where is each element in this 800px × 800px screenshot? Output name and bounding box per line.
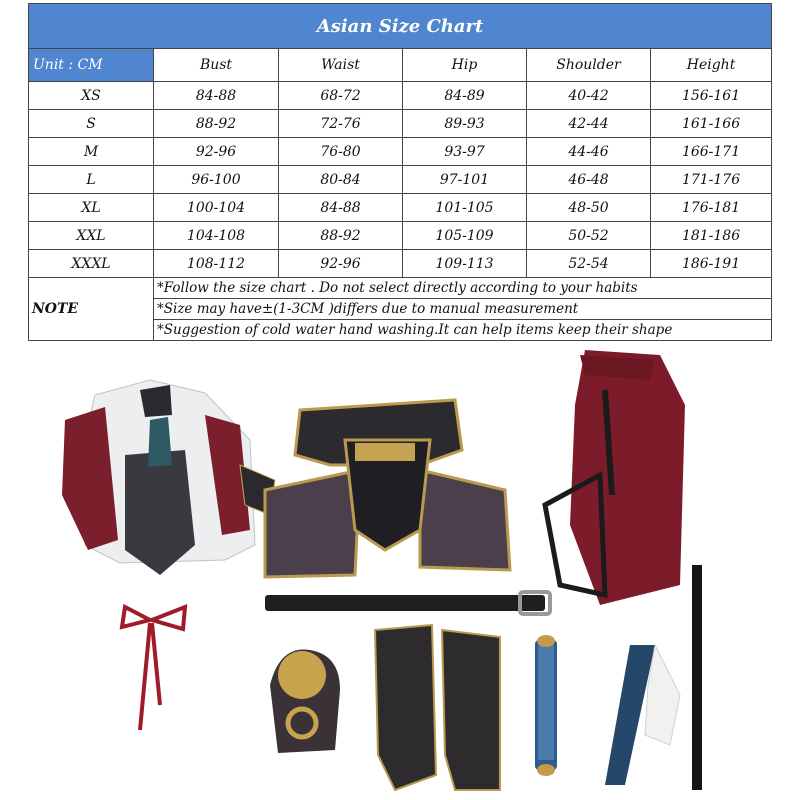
table-cell: 88-92: [279, 222, 403, 250]
table-cell: 97-101: [403, 166, 527, 194]
table-cell: 68-72: [279, 82, 403, 110]
size-label: M: [29, 138, 154, 166]
size-label: XXXL: [29, 250, 154, 278]
table-cell: 171-176: [651, 166, 772, 194]
column-header-bust: Bust: [154, 49, 279, 82]
size-chart: [28, 3, 771, 341]
black-strap: [692, 565, 702, 790]
size-label: XXL: [29, 222, 154, 250]
table-cell: 84-88: [154, 82, 279, 110]
table-cell: 76-80: [279, 138, 403, 166]
ribbon-bow: [122, 607, 185, 730]
table-cell: 108-112: [154, 250, 279, 278]
harness-cape: [265, 400, 510, 577]
white-jacket: [62, 380, 275, 575]
column-header-height: Height: [651, 49, 772, 82]
table-cell: 80-84: [279, 166, 403, 194]
table-row: [29, 110, 772, 138]
table-row: [29, 222, 772, 250]
size-label: XL: [29, 194, 154, 222]
table-row: [29, 138, 772, 166]
table-cell: 88-92: [154, 110, 279, 138]
table-cell: 92-96: [279, 250, 403, 278]
table-cell: 52-54: [527, 250, 651, 278]
table-cell: 109-113: [403, 250, 527, 278]
table-cell: 46-48: [527, 166, 651, 194]
table-row: [29, 166, 772, 194]
note-line: *Suggestion of cold water hand washing.It can help items keep their shape: [154, 320, 772, 341]
table-row: [29, 82, 772, 110]
column-header-hip: Hip: [403, 49, 527, 82]
column-header-waist: Waist: [279, 49, 403, 82]
size-label: L: [29, 166, 154, 194]
note-label: NOTE: [29, 278, 154, 341]
table-cell: 176-181: [651, 194, 772, 222]
table-cell: 84-88: [279, 194, 403, 222]
belt: [265, 592, 550, 614]
table-cell: 93-97: [403, 138, 527, 166]
tassel-strap: [605, 645, 680, 785]
table-cell: 42-44: [527, 110, 651, 138]
note-line: *Size may have±(1-3CM )differs due to manual measurement: [154, 299, 772, 320]
table-cell: 156-161: [651, 82, 772, 110]
size-chart-table: [28, 3, 772, 341]
table-cell: 105-109: [403, 222, 527, 250]
chart-title: Asian Size Chart: [29, 4, 772, 49]
table-cell: 186-191: [651, 250, 772, 278]
table-cell: 96-100: [154, 166, 279, 194]
table-cell: 161-166: [651, 110, 772, 138]
gauntlets: [375, 625, 500, 790]
note-line: *Follow the size chart . Do not select directly according to your habits: [154, 278, 772, 299]
table-row: [29, 194, 772, 222]
lion-ornament: [270, 649, 340, 753]
size-label: S: [29, 110, 154, 138]
table-cell: 100-104: [154, 194, 279, 222]
unit-label: Unit : CM: [29, 49, 154, 82]
table-row: [29, 250, 772, 278]
product-photo: [0, 345, 800, 800]
costume-parts-illustration: [0, 345, 800, 800]
table-cell: 92-96: [154, 138, 279, 166]
table-cell: 101-105: [403, 194, 527, 222]
table-cell: 166-171: [651, 138, 772, 166]
table-cell: 84-89: [403, 82, 527, 110]
table-cell: 181-186: [651, 222, 772, 250]
red-pants: [545, 350, 685, 605]
size-label: XS: [29, 82, 154, 110]
column-header-shoulder: Shoulder: [527, 49, 651, 82]
table-cell: 50-52: [527, 222, 651, 250]
scroll-pendant: [535, 635, 557, 776]
table-cell: 104-108: [154, 222, 279, 250]
table-cell: 44-46: [527, 138, 651, 166]
table-cell: 48-50: [527, 194, 651, 222]
table-cell: 40-42: [527, 82, 651, 110]
table-cell: 89-93: [403, 110, 527, 138]
table-cell: 72-76: [279, 110, 403, 138]
